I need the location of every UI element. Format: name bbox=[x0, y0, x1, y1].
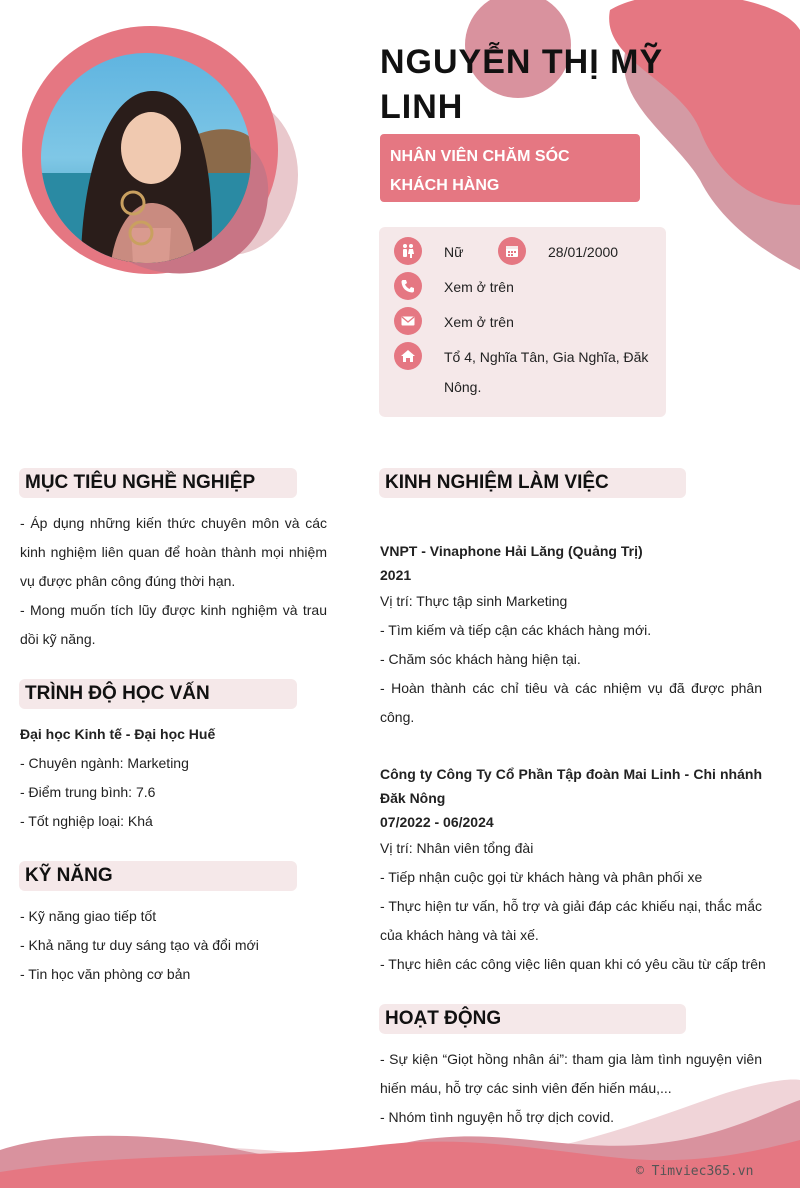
calendar-icon bbox=[498, 237, 526, 265]
job-2-task: - Thực hiên các công việc liên quan khi có yêu cầu từ cấp trên bbox=[380, 956, 766, 972]
job-2-period: 07/2022 - 06/2024 bbox=[380, 814, 494, 830]
candidate-name: NGUYỄN THỊ MỸ LINH bbox=[380, 43, 664, 126]
email-value: Xem ở trên bbox=[444, 314, 514, 330]
birthdate-value: 28/01/2000 bbox=[548, 244, 619, 260]
skills-heading: KỸ NĂNG bbox=[19, 861, 297, 891]
job-1-task: - Tìm kiếm và tiếp cận các khách hàng mới. bbox=[380, 622, 652, 638]
job-title-badge: NHÂN VIÊN CHĂM SÓC KHÁCH HÀNG bbox=[380, 134, 640, 202]
address-value: Tổ 4, Nghĩa Tân, Gia Nghĩa, Đăk Nông. bbox=[444, 349, 649, 395]
education-item: - Điểm trung bình: 7.6 bbox=[20, 784, 156, 800]
gender-value: Nữ bbox=[444, 244, 464, 260]
watermark: © Timviec365.vn bbox=[636, 1164, 754, 1179]
activity-item: - Nhóm tình nguyện hỗ trợ dịch covid. bbox=[380, 1109, 615, 1125]
mail-icon bbox=[394, 307, 422, 335]
career-objective-line-1: - Áp dụng những kiến thức chuyên môn và các kinh nghiệm liên quan để hoàn thành mọi nhiệm vụ được phân công đúng thời hạn. bbox=[20, 515, 327, 589]
job-1-period: 2021 bbox=[380, 567, 412, 583]
education-item: - Chuyên ngành: Marketing bbox=[20, 755, 189, 771]
education-heading: TRÌNH ĐỘ HỌC VẤN bbox=[19, 679, 297, 709]
job-1-company: VNPT - Vinaphone Hải Lăng (Quảng Trị) bbox=[380, 543, 643, 559]
education-school: Đại học Kinh tế - Đại học Huế bbox=[20, 726, 216, 742]
job-2-task: - Tiếp nhận cuộc gọi từ khách hàng và phân phối xe bbox=[380, 869, 703, 885]
job-2-company: Công ty Công Ty Cổ Phần Tập đoàn Mai Linh - Chi nhánh Đăk Nông bbox=[380, 766, 762, 806]
contact-box bbox=[379, 227, 666, 417]
phone-value: Xem ở trên bbox=[444, 279, 514, 295]
job-1-position: Vị trí: Thực tập sinh Marketing bbox=[380, 593, 568, 609]
education-item: - Tốt nghiệp loại: Khá bbox=[20, 813, 153, 829]
gender-icon bbox=[394, 237, 422, 265]
activities-heading: HOẠT ĐỘNG bbox=[379, 1004, 686, 1034]
experience-heading: KINH NGHIỆM LÀM VIỆC bbox=[379, 468, 686, 498]
job-1-task: - Chăm sóc khách hàng hiện tại. bbox=[380, 651, 581, 667]
photo-illustration bbox=[41, 53, 251, 263]
skill-item: - Khả năng tư duy sáng tạo và đổi mới bbox=[20, 937, 259, 953]
home-icon bbox=[394, 342, 422, 370]
job-2-position: Vị trí: Nhân viên tổng đài bbox=[380, 840, 534, 856]
phone-icon bbox=[394, 272, 422, 300]
activity-item: - Sự kiện “Giọt hồng nhân ái”: tham gia làm tình nguyện viên hiến máu, hỗ trợ các sinh viên đến hiến máu,... bbox=[380, 1051, 762, 1096]
skill-item: - Kỹ năng giao tiếp tốt bbox=[20, 908, 157, 924]
career-objective-line-2: - Mong muốn tích lũy được kinh nghiệm và trau dồi kỹ năng. bbox=[20, 602, 327, 647]
skill-item: - Tin học văn phòng cơ bản bbox=[20, 966, 191, 982]
job-2-task: - Thực hiện tư vấn, hỗ trợ và giải đáp các khiếu nại, thắc mắc của khách hàng và tài xế. bbox=[380, 898, 762, 943]
job-1-task: - Hoàn thành các chỉ tiêu và các nhiệm vụ đã được phân công. bbox=[380, 680, 762, 725]
career-objective-heading: MỤC TIÊU NGHỀ NGHIỆP bbox=[19, 468, 297, 498]
profile-photo bbox=[41, 53, 251, 263]
